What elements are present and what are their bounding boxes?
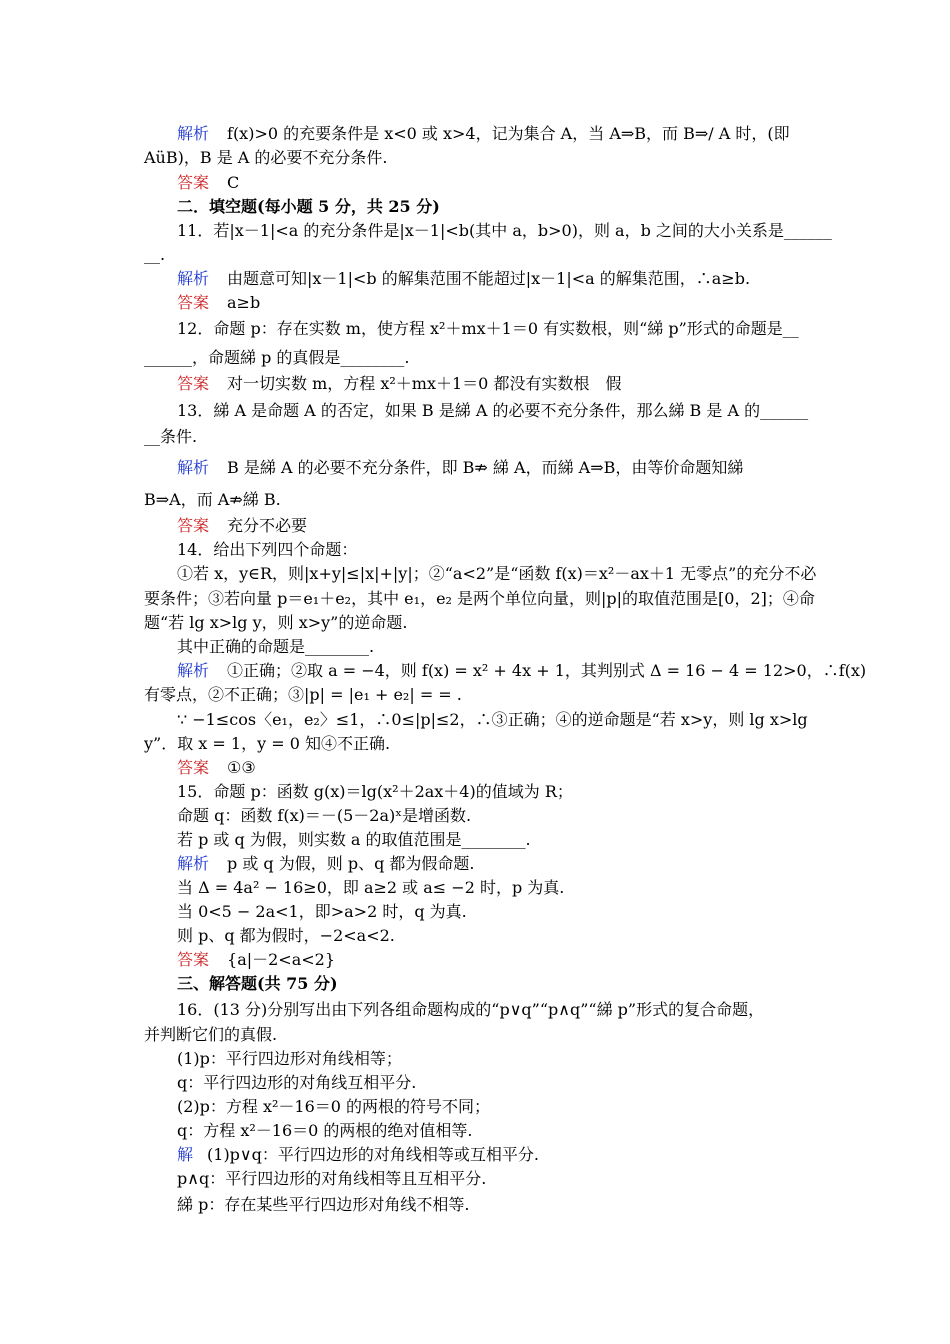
question-11: 11．若|x－1|<a 的充分条件是|x－1|<b(其中 a，b>0)，则 a，b 之间的大小关系是______ bbox=[177, 221, 832, 240]
text-line: y”．取 x = 1，y = 0 知④不正确. bbox=[144, 734, 391, 753]
text-line: 答案 对一切实数 m，方程 x²＋mx＋1＝0 都没有实数根 假 bbox=[177, 374, 622, 393]
text-line: 解析 f(x)>0 的充要条件是 x<0 或 x>4，记为集合 A，当 A⇒B，而 B⇒/ A 时，(即 bbox=[177, 124, 790, 143]
text-line: 解析 B 是綈 A 的必要不充分条件，即 B⇏ 綈 A，而綈 A⇒B，由等价命题知綈 bbox=[177, 458, 744, 477]
answer-label: 答案 bbox=[177, 950, 210, 969]
text-line: (1)p：平行四边形对角线相等； bbox=[177, 1049, 402, 1068]
text-line: 答案 C bbox=[177, 173, 240, 192]
text-line: 解析 ①正确；②取 a = −4，则 f(x) = x² + 4x + 1，其判别式 Δ = 16 − 4 = 12>0，∴f(x) bbox=[177, 661, 867, 680]
text-line: 要条件；③若向量 p＝e₁＋e₂，其中 e₁，e₂ 是两个单位向量，则|p|的取值范围是[0，2]；④命 bbox=[144, 589, 815, 608]
analysis-label: 解析 bbox=[177, 124, 210, 143]
text-line: 其中正确的命题是________. bbox=[177, 637, 375, 656]
text-line: ∵ −1≤cos〈e₁，e₂〉≤1，∴0≤|p|≤2，∴③正确；④的逆命题是“若 x>y，则 lg x>lg bbox=[177, 710, 808, 729]
text-line: 答案 {a|－2<a<2} bbox=[177, 950, 336, 969]
analysis-label: 解析 bbox=[177, 661, 210, 680]
answer-label: 答案 bbox=[177, 173, 210, 192]
analysis-label: 解析 bbox=[177, 458, 210, 477]
text-line: q：方程 x²－16＝0 的两根的绝对值相等. bbox=[177, 1121, 473, 1140]
text-line: 题“若 lg x>lg y，则 x>y”的逆命题. bbox=[144, 613, 408, 632]
question-14: 14．给出下列四个命题： bbox=[177, 540, 358, 559]
analysis-label: 解析 bbox=[177, 854, 210, 873]
text-line: 则 p、q 都为假时，−2<a<2. bbox=[177, 926, 395, 945]
section-heading: 三、解答题(共 75 分) bbox=[177, 974, 338, 993]
section-heading: 二．填空题(每小题 5 分，共 25 分) bbox=[177, 197, 440, 216]
answer-label: 答案 bbox=[177, 374, 210, 393]
text-line: q：平行四边形的对角线互相平分. bbox=[177, 1073, 417, 1092]
text-line: __条件. bbox=[144, 427, 198, 446]
text-line: ①若 x，y∈R，则|x+y|≤|x|+|y|；②“a<2”是“函数 f(x)＝x²－ax＋1 无零点”的充分不必 bbox=[177, 564, 817, 583]
text-line: AüB)，B 是 A 的必要不充分条件. bbox=[144, 148, 388, 167]
question-12: 12．命题 p：存在实数 m，使方程 x²＋mx＋1＝0 有实数根，则“綈 p”形式的命题是__ bbox=[177, 319, 799, 338]
text-line: B⇒A，而 A⇏綈 B. bbox=[144, 490, 281, 509]
text-line: 当 0<5 − 2a<1，即>a>2 时，q 为真. bbox=[177, 902, 467, 921]
text-line: 并判断它们的真假. bbox=[144, 1025, 278, 1044]
text-line: 答案 a≥b bbox=[177, 293, 261, 312]
text-line: 当 Δ = 4a² − 16≥0，即 a≥2 或 a≤ −2 时，p 为真. bbox=[177, 878, 565, 897]
question-15: 15．命题 p：函数 g(x)＝lg(x²＋2ax＋4)的值域为 R； bbox=[177, 782, 573, 801]
question-13: 13．綈 A 是命题 A 的否定，如果 B 是綈 A 的必要不充分条件，那么綈 B 是 A 的______ bbox=[177, 401, 809, 420]
text-line: 命题 q：函数 f(x)＝－(5－2a)ˣ是增函数. bbox=[177, 806, 472, 825]
text-line: ______，命题綈 p 的真假是________. bbox=[144, 348, 410, 367]
text-line: 綈 p：存在某些平行四边形对角线不相等. bbox=[177, 1195, 470, 1214]
answer-label: 答案 bbox=[177, 758, 210, 777]
text-line: 解析 p 或 q 为假，则 p、q 都为假命题. bbox=[177, 854, 475, 873]
text-line: 答案 ①③ bbox=[177, 758, 256, 777]
analysis-label: 解析 bbox=[177, 269, 210, 288]
solution-label: 解 bbox=[177, 1145, 194, 1164]
text-line: p∧q：平行四边形的对角线相等且互相平分. bbox=[177, 1169, 487, 1188]
text-line: 若 p 或 q 为假，则实数 a 的取值范围是________. bbox=[177, 830, 531, 849]
question-16: 16．(13 分)分别写出由下列各组命题构成的“p∨q”“p∧q”“綈 p”形式的复合命题， bbox=[177, 1000, 765, 1019]
text-line: 解析 由题意可知|x－1|<b 的解集范围不能超过|x－1|<a 的解集范围，∴a≥b. bbox=[177, 269, 751, 288]
answer-label: 答案 bbox=[177, 516, 210, 535]
answer-label: 答案 bbox=[177, 293, 210, 312]
text-line: __. bbox=[144, 245, 166, 264]
text-line: 解 (1)p∨q：平行四边形的对角线相等或互相平分. bbox=[177, 1145, 539, 1164]
text-line: 有零点，②不正确；③|p| = |e₁ + e₂| = = . bbox=[144, 685, 462, 704]
text-line: 答案 充分不必要 bbox=[177, 516, 308, 535]
text-line: (2)p：方程 x²－16＝0 的两根的符号不同； bbox=[177, 1097, 491, 1116]
